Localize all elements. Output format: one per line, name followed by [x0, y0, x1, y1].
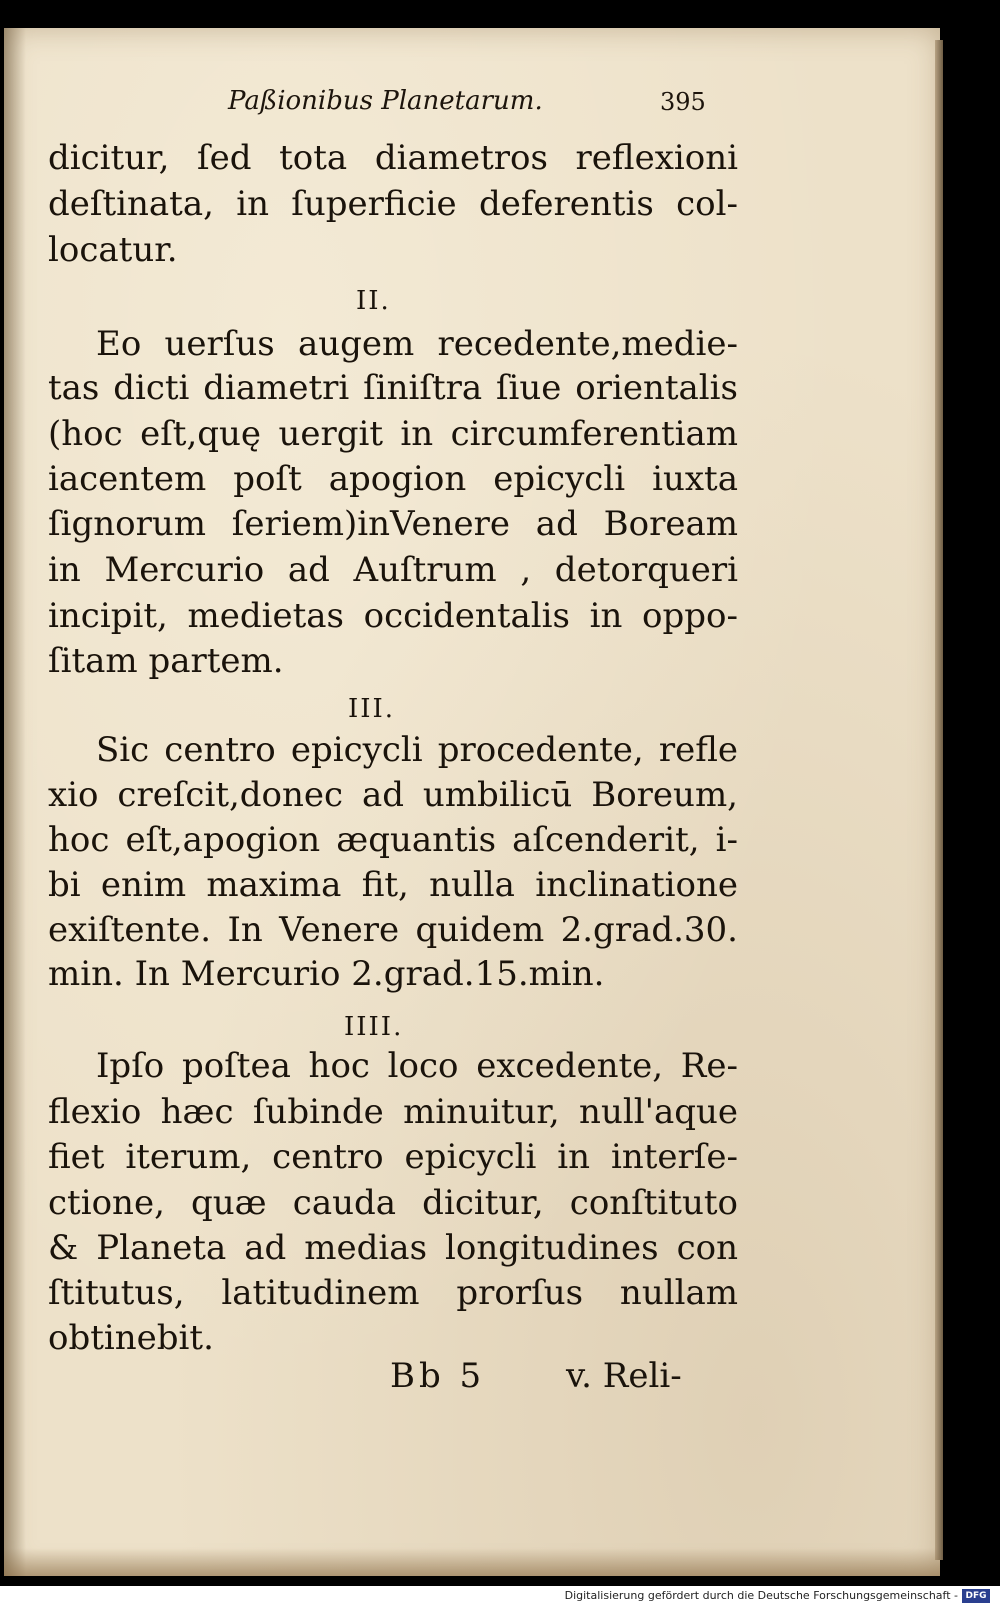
section-numeral: IIII.: [344, 1012, 404, 1042]
text-line: Ipſo poſtea hoc loco excedente, Re-: [96, 1046, 738, 1086]
text-line: tas dicti diametri ſiniſtra ſiue orientalis: [48, 368, 738, 408]
catchword: v. Reli-: [566, 1356, 682, 1396]
text-line: in Mercurio ad Auſtrum , detorqueri: [48, 550, 738, 590]
digitization-credit: Digitalisierung gefördert durch die Deutsche Forschungsgemeinschaft -: [564, 1589, 958, 1602]
text-line: Sic centro epicycli procedente, refle: [96, 730, 738, 770]
text-line: (hoc eſt,quę uergit in circumferentiam: [48, 414, 738, 454]
page-bottom-edge: [4, 1548, 940, 1576]
text-line: fiet iterum, centro epicycli in interſe-: [48, 1137, 738, 1177]
text-line: min. In Mercurio 2.grad.15.min.: [48, 954, 605, 994]
text-line: incipit, medietas occidentalis in oppo-: [48, 596, 738, 636]
text-line: & Planeta ad medias longitudines con: [48, 1228, 738, 1268]
text-line: obtinebit.: [48, 1318, 214, 1358]
dfg-logo-icon: DFG: [962, 1589, 990, 1603]
text-line: flexio hæc ſubinde minuitur, null'aque: [48, 1092, 738, 1132]
text-line: ſtitutus, latitudinem prorſus nullam: [48, 1273, 738, 1313]
signature-mark: Bb 5: [390, 1356, 486, 1396]
text-line: locatur.: [48, 230, 178, 270]
text-line: dicitur, ſed tota diametros reflexioni: [48, 138, 738, 178]
text-line: ctione, quæ cauda dicitur, conſtituto: [48, 1183, 738, 1223]
text-line: ſignorum ſeriem)inVenere ad Boream: [48, 504, 738, 544]
page-number: 395: [660, 88, 706, 116]
text-line: deſtinata, in ſuperficie deferentis col-: [48, 184, 738, 224]
text-line: hoc eſt,apogion æquantis aſcenderit, i-: [48, 820, 738, 860]
text-line: iacentem poſt apogion epicycli iuxta: [48, 459, 738, 499]
text-line: exiſtente. In Venere quidem 2.grad.30.: [48, 910, 738, 950]
text-line: xio creſcit,donec ad umbilicū Boreum,: [48, 775, 738, 815]
text-line: Eo uerſus augem recedente,medie-: [96, 324, 738, 364]
spine-shadow: [4, 28, 26, 1576]
section-numeral: III.: [348, 694, 396, 724]
page-edge: [935, 40, 943, 1560]
running-title: Paßionibus Planetarum.: [228, 86, 543, 116]
section-numeral: II.: [356, 286, 391, 316]
text-line: ſitam partem.: [48, 641, 284, 681]
text-line: bi enim maxima fit, nulla inclinatione: [48, 865, 738, 905]
